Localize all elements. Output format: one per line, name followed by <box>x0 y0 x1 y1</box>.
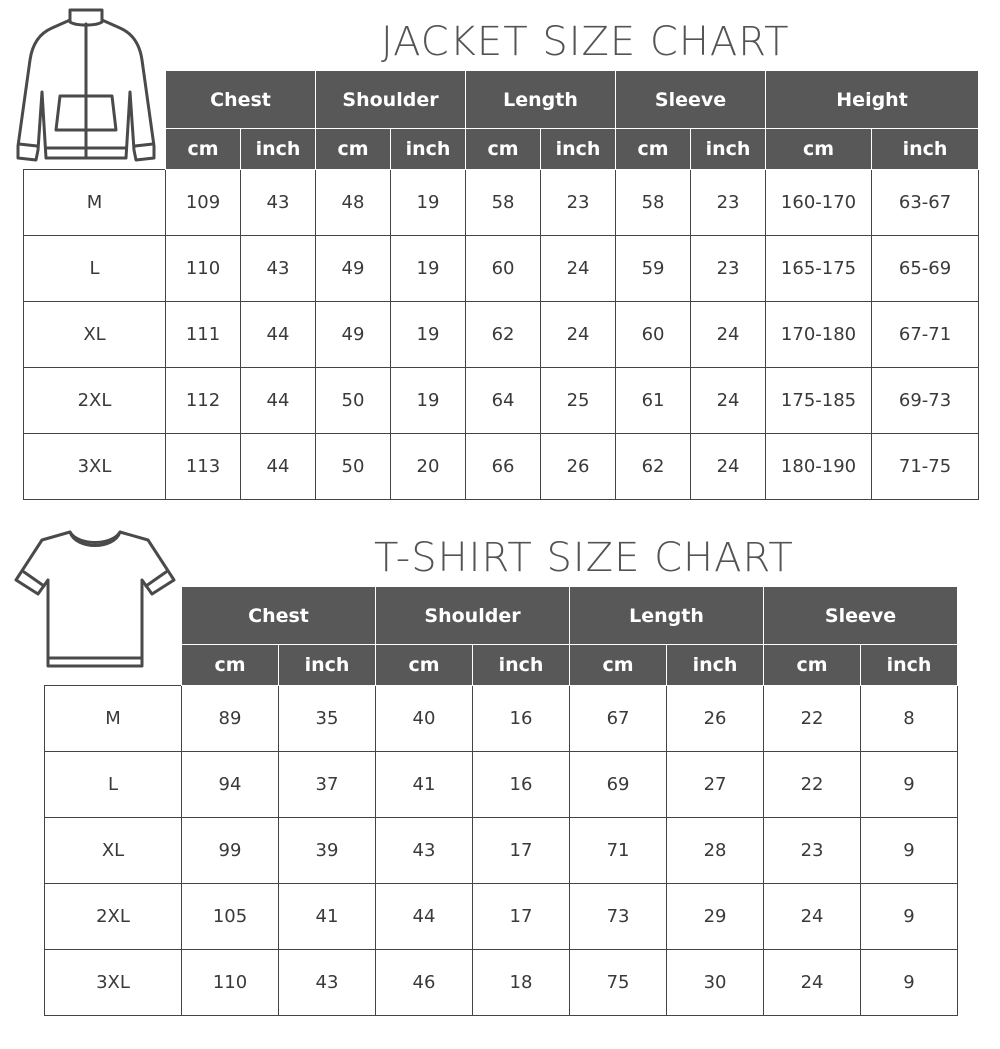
table-cell: 109 <box>166 170 241 236</box>
table-row <box>45 818 958 884</box>
table-cell: 23 <box>691 170 766 236</box>
table-cell: 43 <box>241 236 316 302</box>
jacket-unit-header-row <box>24 129 979 170</box>
table-cell: 40 <box>376 686 473 752</box>
unit-header: inch <box>872 129 979 170</box>
table-cell: 63-67 <box>872 170 979 236</box>
table-cell: 69-73 <box>872 368 979 434</box>
table-cell: 44 <box>241 434 316 500</box>
table-cell: 44 <box>241 302 316 368</box>
table-cell: 17 <box>473 884 570 950</box>
unit-header: cm <box>570 645 667 686</box>
table-cell: 19 <box>391 236 466 302</box>
table-cell: 48 <box>316 170 391 236</box>
table-cell: 26 <box>541 434 616 500</box>
size-label: XL <box>24 302 166 368</box>
table-cell: 46 <box>376 950 473 1016</box>
table-cell: 19 <box>391 302 466 368</box>
table-cell: 22 <box>764 752 861 818</box>
size-label: M <box>45 686 182 752</box>
table-row <box>24 170 979 236</box>
jacket-header-length: Length <box>466 71 616 129</box>
table-cell: 49 <box>316 302 391 368</box>
size-label: 2XL <box>45 884 182 950</box>
table-cell: 60 <box>466 236 541 302</box>
table-cell: 44 <box>376 884 473 950</box>
size-label: 3XL <box>24 434 166 500</box>
jacket-header-chest: Chest <box>166 71 316 129</box>
table-row <box>45 752 958 818</box>
table-cell: 24 <box>691 434 766 500</box>
tshirt-unit-header-row <box>45 645 958 686</box>
table-cell: 73 <box>570 884 667 950</box>
jacket-group-header-row <box>24 71 979 129</box>
table-cell: 22 <box>764 686 861 752</box>
unit-header: inch <box>691 129 766 170</box>
table-cell: 41 <box>376 752 473 818</box>
table-row <box>24 236 979 302</box>
table-cell: 30 <box>667 950 764 1016</box>
jacket-chart-title: JACKET SIZE CHART <box>381 19 790 65</box>
table-cell: 23 <box>764 818 861 884</box>
table-row <box>45 884 958 950</box>
table-cell: 19 <box>391 368 466 434</box>
table-cell: 71 <box>570 818 667 884</box>
unit-header: inch <box>541 129 616 170</box>
table-cell: 43 <box>376 818 473 884</box>
table-cell: 8 <box>861 686 958 752</box>
tshirt-rows <box>45 686 958 1016</box>
table-cell: 23 <box>541 170 616 236</box>
unit-header: cm <box>764 645 861 686</box>
unit-header: cm <box>766 129 872 170</box>
jacket-header-height: Height <box>766 71 979 129</box>
table-cell: 24 <box>764 950 861 1016</box>
table-cell: 24 <box>691 302 766 368</box>
table-cell: 110 <box>166 236 241 302</box>
size-label: L <box>24 236 166 302</box>
tshirt-header-sleeve: Sleeve <box>764 587 958 645</box>
table-cell: 180-190 <box>766 434 872 500</box>
table-cell: 24 <box>541 236 616 302</box>
table-cell: 111 <box>166 302 241 368</box>
table-cell: 69 <box>570 752 667 818</box>
table-cell: 170-180 <box>766 302 872 368</box>
table-cell: 67 <box>570 686 667 752</box>
table-row <box>24 434 979 500</box>
table-cell: 9 <box>861 950 958 1016</box>
table-row <box>24 302 979 368</box>
table-cell: 94 <box>182 752 279 818</box>
table-cell: 58 <box>616 170 691 236</box>
table-cell: 24 <box>691 368 766 434</box>
unit-header: cm <box>316 129 391 170</box>
unit-header: inch <box>861 645 958 686</box>
size-label: 3XL <box>45 950 182 1016</box>
table-cell: 99 <box>182 818 279 884</box>
table-cell: 39 <box>279 818 376 884</box>
table-cell: 113 <box>166 434 241 500</box>
tshirt-group-header-row <box>45 587 958 645</box>
table-cell: 44 <box>241 368 316 434</box>
table-cell: 37 <box>279 752 376 818</box>
table-cell: 75 <box>570 950 667 1016</box>
tshirt-header-chest: Chest <box>182 587 376 645</box>
table-cell: 112 <box>166 368 241 434</box>
unit-header: inch <box>473 645 570 686</box>
unit-header: inch <box>279 645 376 686</box>
table-cell: 27 <box>667 752 764 818</box>
table-cell: 110 <box>182 950 279 1016</box>
unit-header: cm <box>466 129 541 170</box>
table-cell: 67-71 <box>872 302 979 368</box>
unit-header: cm <box>166 129 241 170</box>
table-cell: 60 <box>616 302 691 368</box>
table-cell: 61 <box>616 368 691 434</box>
table-row <box>45 686 958 752</box>
table-cell: 58 <box>466 170 541 236</box>
unit-header: inch <box>667 645 764 686</box>
table-cell: 66 <box>466 434 541 500</box>
table-cell: 23 <box>691 236 766 302</box>
table-cell: 62 <box>616 434 691 500</box>
table-cell: 17 <box>473 818 570 884</box>
table-cell: 89 <box>182 686 279 752</box>
table-cell: 50 <box>316 368 391 434</box>
tshirt-size-table <box>44 586 958 1016</box>
tshirt-header-shoulder: Shoulder <box>376 587 570 645</box>
table-cell: 16 <box>473 752 570 818</box>
table-cell: 175-185 <box>766 368 872 434</box>
table-cell: 43 <box>279 950 376 1016</box>
size-label: 2XL <box>24 368 166 434</box>
size-label: M <box>24 170 166 236</box>
table-cell: 105 <box>182 884 279 950</box>
table-cell: 9 <box>861 752 958 818</box>
table-cell: 49 <box>316 236 391 302</box>
table-cell: 43 <box>241 170 316 236</box>
table-cell: 29 <box>667 884 764 950</box>
table-cell: 20 <box>391 434 466 500</box>
table-cell: 9 <box>861 818 958 884</box>
table-cell: 9 <box>861 884 958 950</box>
size-label: XL <box>45 818 182 884</box>
jacket-size-table <box>23 70 979 500</box>
unit-header: inch <box>241 129 316 170</box>
table-cell: 165-175 <box>766 236 872 302</box>
table-cell: 59 <box>616 236 691 302</box>
jacket-rows <box>24 170 979 500</box>
tshirt-header-length: Length <box>570 587 764 645</box>
size-label: L <box>45 752 182 818</box>
table-cell: 18 <box>473 950 570 1016</box>
table-row <box>45 950 958 1016</box>
tshirt-chart-title: T-SHIRT SIZE CHART <box>374 535 794 581</box>
unit-header: cm <box>182 645 279 686</box>
table-cell: 24 <box>541 302 616 368</box>
table-cell: 50 <box>316 434 391 500</box>
table-cell: 64 <box>466 368 541 434</box>
table-cell: 24 <box>764 884 861 950</box>
table-cell: 65-69 <box>872 236 979 302</box>
table-row <box>24 368 979 434</box>
table-cell: 19 <box>391 170 466 236</box>
jacket-header-sleeve: Sleeve <box>616 71 766 129</box>
table-cell: 26 <box>667 686 764 752</box>
table-cell: 62 <box>466 302 541 368</box>
table-cell: 41 <box>279 884 376 950</box>
table-cell: 16 <box>473 686 570 752</box>
table-cell: 35 <box>279 686 376 752</box>
table-cell: 160-170 <box>766 170 872 236</box>
table-cell: 25 <box>541 368 616 434</box>
unit-header: cm <box>376 645 473 686</box>
jacket-header-shoulder: Shoulder <box>316 71 466 129</box>
table-cell: 71-75 <box>872 434 979 500</box>
unit-header: inch <box>391 129 466 170</box>
unit-header: cm <box>616 129 691 170</box>
table-cell: 28 <box>667 818 764 884</box>
